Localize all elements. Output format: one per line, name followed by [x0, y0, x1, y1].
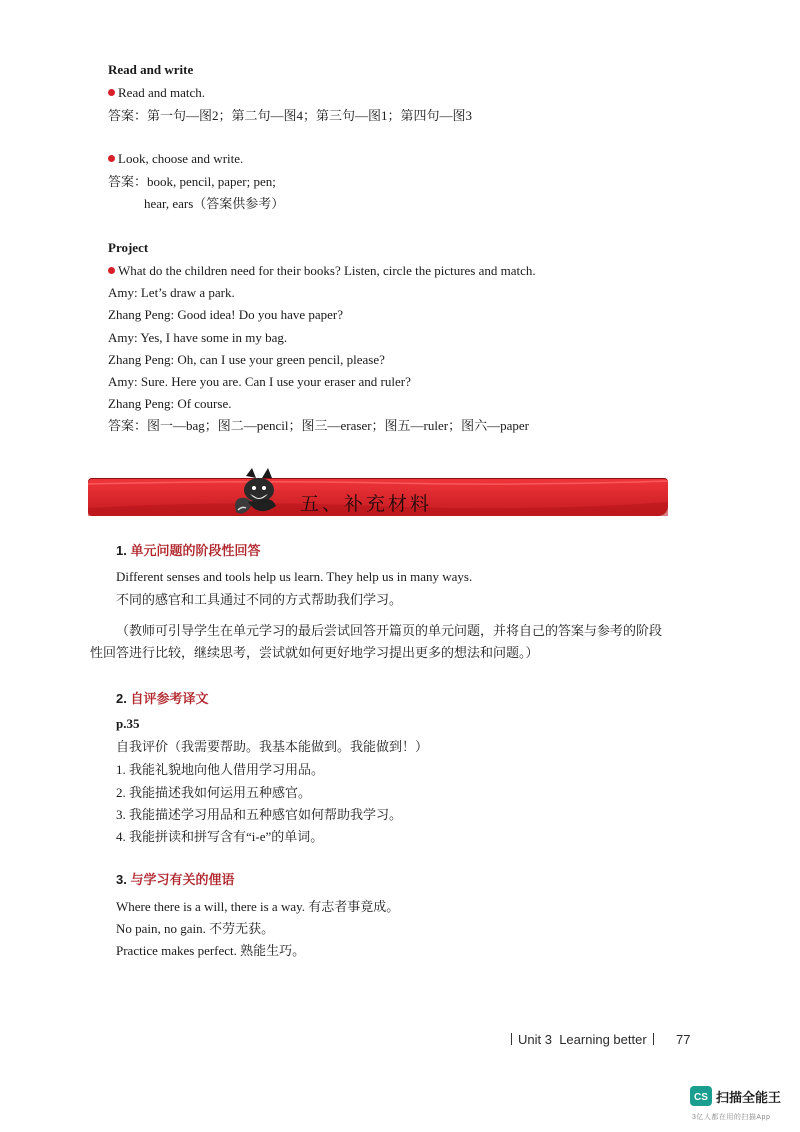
camscanner-logo-icon	[690, 1086, 712, 1106]
scanner-tagline: 3亿人都在用的扫描App	[692, 1114, 771, 1121]
answer-look-choose-line2: hear, ears（答案供参考）	[144, 196, 285, 211]
project-instruction-text: What do the children need for their books? Listen, circle the pictures and match.	[118, 263, 536, 278]
dialogue-line: Amy: Let’s draw a park.	[108, 285, 235, 300]
idiom-item: Practice makes perfect. 熟能生巧。	[116, 943, 306, 958]
read-write-heading: Read and write	[108, 62, 194, 77]
section1-heading	[116, 543, 260, 559]
section3-heading	[116, 872, 234, 888]
self-eval-item: 1. 我能礼貌地向他人借用学习用品。	[116, 762, 325, 777]
read-match-text: Read and match.	[118, 85, 205, 100]
dialogue-line: Zhang Peng: Oh, can I use your green pencil, please?	[108, 352, 385, 367]
section3-number: 3.	[116, 872, 127, 887]
self-eval-item: 4. 我能拼读和拼写含有“i-e”的单词。	[116, 829, 324, 844]
project-heading: Project	[108, 240, 149, 255]
banner-title: 五、补充材料	[300, 493, 433, 515]
bullet-dot-icon	[108, 155, 115, 162]
dialogue-line: Zhang Peng: Of course.	[108, 396, 232, 411]
project-answer: 答案：图一—bag；图二—pencil；图三—eraser；图五—ruler；图六—paper	[108, 418, 529, 433]
read-match-item	[108, 85, 205, 101]
divider-bar	[653, 1033, 654, 1045]
page-footer	[505, 1032, 660, 1047]
section1-note-line2: 性回答进行比较，继续思考，尝试就如何更好地学习提出更多的想法和问题。）	[90, 645, 539, 660]
look-choose-item	[108, 151, 243, 167]
section1-number: 1.	[116, 543, 127, 558]
project-instruction	[108, 263, 536, 279]
section3-title: 与学习有关的俚语	[130, 872, 235, 887]
section2-title: 自评参考译文	[130, 691, 209, 706]
look-choose-text: Look, choose and write.	[118, 151, 244, 166]
self-eval-item: 2. 我能描述我如何运用五种感官。	[116, 785, 312, 800]
footer-title: Learning better	[559, 1032, 647, 1047]
section1-note-line1: （教师可引导学生在单元学习的最后尝试回答开篇页的单元问题，并将自己的答案与参考的阶段	[116, 623, 663, 638]
section1-zh: 不同的感官和工具通过不同的方式帮助我们学习。	[116, 592, 403, 607]
footer-unit: Unit 3	[518, 1032, 552, 1047]
idiom-item: No pain, no gain. 不劳无获。	[116, 921, 275, 936]
section1-en: Different senses and tools help us learn. They help us in many ways.	[116, 569, 473, 584]
self-eval-item: 3. 我能描述学习用品和五种感官如何帮助我学习。	[116, 807, 403, 822]
answer-read-match: 答案：第一句—图2；第二句—图4；第三句—图1；第四句—图3	[108, 108, 473, 123]
dialogue-line: Amy: Sure. Here you are. Can I use your eraser and ruler?	[108, 374, 411, 389]
answer-look-choose-line1: 答案：book, pencil, paper; pen;	[108, 174, 276, 189]
page-number: 77	[676, 1032, 691, 1047]
section2-heading	[116, 691, 208, 707]
camscanner-logo-text: CS	[694, 1092, 708, 1103]
bullet-dot-icon	[108, 89, 115, 96]
dialogue-line: Zhang Peng: Good idea! Do you have paper?	[108, 307, 344, 322]
section2-number: 2.	[116, 691, 127, 706]
scanner-app-name: 扫描全能王	[716, 1090, 782, 1105]
section2-page-ref: p.35	[116, 716, 140, 731]
divider-bar	[511, 1033, 512, 1045]
bullet-dot-icon	[108, 267, 115, 274]
fox-mascot-icon	[228, 466, 288, 518]
idiom-item: Where there is a will, there is a way. 有志者事竟成。	[116, 899, 400, 914]
dialogue-line: Amy: Yes, I have some in my bag.	[108, 330, 288, 345]
section1-title: 单元问题的阶段性回答	[130, 543, 261, 558]
section2-intro: 自我评价（我需要帮助。我基本能做到。我能做到！）	[116, 739, 429, 754]
